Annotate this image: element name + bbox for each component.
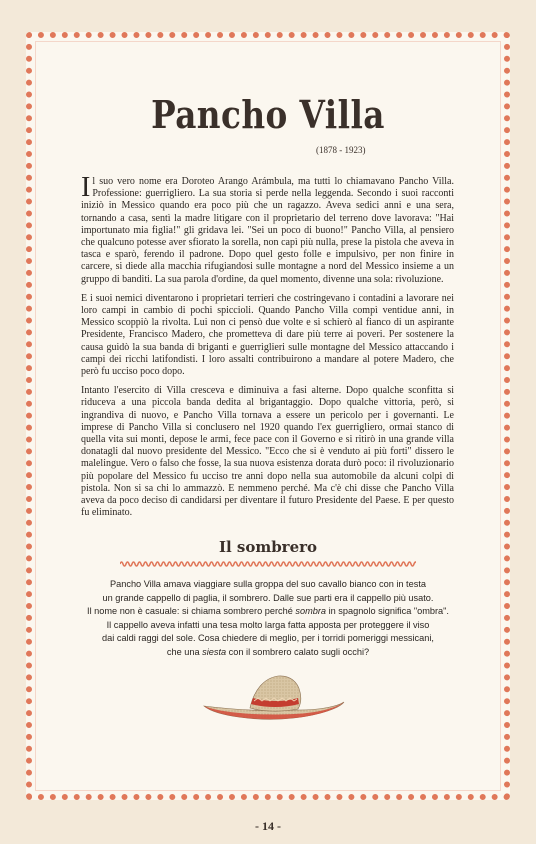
sombrero-line: dai caldi raggi del sole. Cosa chiedere di meglio, per i torridi pomeriggi messicani,: [102, 633, 434, 644]
sombrero-illustration-icon: [198, 668, 348, 728]
italic-word: sombra: [295, 606, 327, 617]
sombrero-heading: Il sombrero: [218, 538, 318, 556]
sombrero-paragraph: [86, 578, 450, 660]
sombrero-line-siesta: che una siesta con il sombrero calato sugli occhi?: [166, 646, 370, 657]
drop-cap: I: [81, 172, 91, 203]
bio-paragraph-1: [81, 172, 454, 286]
biography-text: [81, 172, 454, 526]
sombrero-line: Il cappello aveva infatti una tesa molto larga fatta apposta per proteggere il viso: [106, 619, 430, 630]
sombrero-line-sombra: Il nome non è casuale: si chiama sombrero perché sombra in spagnolo significa "ombra".: [87, 606, 449, 617]
page-number: - 14 -: [255, 819, 281, 833]
page-title: Pancho Villa: [151, 92, 385, 137]
bio-paragraph-2: E i suoi nemici diventarono i proprietari terrieri che costringevano i contadini a lavorare nei loro campi in cambio di pochi spiccioli. Quando Pancho Villa compì ventidue anni, in Messico scoppiò la rivolta. Lui non ci pensò due volte e si schierò al fianco di un aspirante Presidente, Francisco Madero, che prometteva di dare più terre ai poveri. Per sostenere la causa guidò la sua banda di briganti e guerriglieri sulle montagne del Messico attaccando i campi dei ricchi latifondisti. I loro assalti contribuirono a mandare al potere Madero, che però fu ucciso poco dopo.: [81, 292, 454, 378]
wave-divider-icon: [120, 560, 416, 568]
bio-paragraph-3: Intanto l'esercito di Villa cresceva e diminuiva a fasi alterne. Dopo qualche sconfitta si riduceva a una piccola banda dedita al brigantaggio. Dopo qualche vittoria, però, si ingrandiva di nuovo, e Pancho Villa tornava a essere un pericolo per i governanti. Le imprese di Pancho Villa si conclusero nel 1920 quando l'ex guerrigliero, ormai stanco di quella vita sui monti, depose le armi, fece pace con il Governo e si ritirò in una grande villa donatagli dal nuovo presidente del Messico. "Ecco che si è venduto ai più forti" dissero le malelingue. Vero o falso che fosse, la sua nuova esistenza dorata durò poco: il rivoluzionario più popolare del Messico fu ucciso tre anni dopo nella sua automobile da alcuni colpi di pistola. Non si sa chi lo ammazzò. E nemmeno perché. Ma c'è chi disse che Pancho Villa aveva da poco deciso di candidarsi per diventare il futuro Presidente del Paese. E per questo fu eliminato.: [81, 385, 454, 519]
italic-word: siesta: [202, 646, 227, 657]
sombrero-line: Pancho Villa amava viaggiare sulla groppa del suo cavallo bianco con in testa: [110, 579, 426, 589]
life-dates: (1878 - 1923): [316, 145, 366, 155]
sombrero-line: un grande cappello di paglia, il sombrero. Dalle sue parti era il cappello più usato.: [102, 592, 434, 603]
bio-paragraph-1-text: l suo vero nome era Doroteo Arango Arámbula, ma tutti lo chiamavano Pancho Villa. Professione: guerrigliero. La sua storia si perde nella leggenda. Secondo i suoi racconti iniziò in Messico quando era poco più che un ragazzo. Aveva sedici anni e una sera, tornando a casa, sentì la madre litigare con il proprietario del terreno dove lavorava: "Hai importunato mia figlia!" gli gridava lei. "Sei un poco di buono!" Pancho Villa, al pensiero che qualcuno potesse aver sfiorato la sorella, non capì più nulla, prese la pistola che aveva in tasca e sparò, ferendo il padrone. Dopo quel gesto folle e impulsivo, per non finire in carcere, si diede alla macchia rifugiandosi sulle montagne a nord del Messico insieme a un gruppo di banditi. La sua parola d'ordine, da quel momento, divenne una sola: rivoluzione.: [81, 176, 454, 285]
